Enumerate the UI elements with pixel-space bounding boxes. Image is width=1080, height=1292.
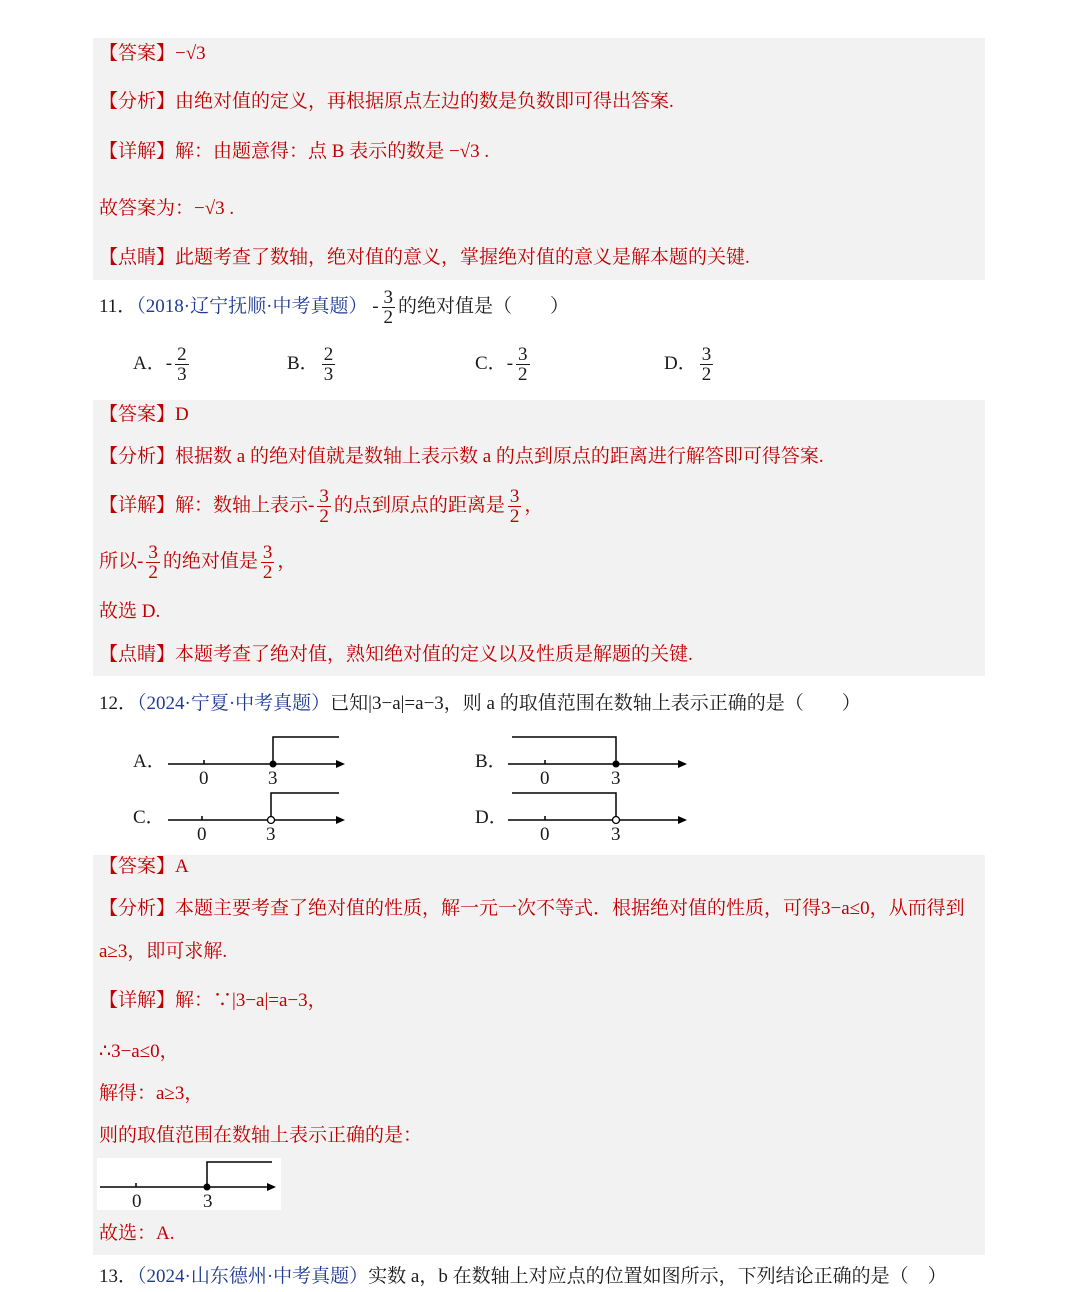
q11-analysis — [99, 445, 824, 469]
q11-so-fraction-2 — [261, 543, 275, 582]
q11-option-c-sign: - — [506, 353, 514, 374]
q11-choose: 故选 D. — [99, 601, 161, 622]
q11-option-d-label: D． — [664, 353, 697, 374]
q11-detail-den-1: 2 — [319, 506, 329, 528]
q11-so-den-1: 2 — [148, 562, 158, 584]
q11-so-fraction-1 — [146, 543, 160, 582]
q11-source: （2018·辽宁抚顺·中考真题） — [136, 296, 368, 317]
q12-b-three-label: 3 — [611, 768, 621, 789]
q11-answer-text: D — [175, 404, 189, 425]
q12-step1: ∴3−a≤0， — [99, 1041, 179, 1062]
q11-option-d-fraction — [700, 345, 714, 384]
q10-comment — [99, 246, 750, 270]
q10-answer — [99, 42, 206, 66]
q12-step3: 则的取值范围在数轴上表示正确的是： — [99, 1125, 423, 1146]
range-bracket — [273, 737, 339, 764]
q12-detail — [99, 989, 327, 1013]
q12-d-zero-label: 0 — [540, 824, 550, 845]
q12-option-a-label[interactable]: A． — [133, 751, 166, 772]
q11-detail-label: 【详解】 — [99, 495, 176, 516]
q11-detail-pre: 解：数轴上表示 — [175, 495, 309, 516]
q11-option-b-label: B． — [287, 353, 319, 374]
q10-detail — [99, 140, 489, 164]
q11-option-a-fraction — [175, 345, 189, 384]
q11-option-a-label: A． — [133, 353, 166, 374]
q12-analysis-cont: a≥3，即可求解. — [99, 941, 228, 962]
q10-comment-text: 此题考查了数轴，绝对值的意义，掌握绝对值的意义是解本题的关键. — [175, 247, 750, 268]
q11-detail — [99, 484, 543, 528]
q12-source: （2024·宁夏·中考真题） — [137, 693, 331, 714]
q11-so-post: ， — [277, 551, 297, 572]
q12-analysis — [99, 897, 965, 921]
q12-answer — [99, 855, 189, 879]
q11-so-num-1: 3 — [148, 542, 158, 564]
q11-option-c[interactable] — [475, 342, 533, 386]
q12-solution-zero-label: 0 — [132, 1191, 142, 1212]
axis-arrow-icon — [336, 760, 345, 768]
q11-option-a[interactable] — [133, 342, 192, 386]
q11-detail-den-2: 2 — [509, 506, 520, 528]
q13-number: 13． — [99, 1266, 138, 1287]
q10-analysis — [99, 90, 674, 114]
q13-source: （2024·山东德州·中考真题） — [137, 1266, 369, 1287]
q11-answer-label: 【答案】 — [99, 404, 176, 425]
q11-comment-label: 【点睛】 — [99, 644, 176, 665]
axis-arrow-icon — [267, 1183, 276, 1191]
axis-arrow-icon — [678, 760, 687, 768]
q11-detail-fraction-2 — [508, 487, 522, 526]
q12-option-a-numberline[interactable] — [165, 732, 350, 790]
q11-so-den-2: 2 — [262, 562, 273, 584]
q10-analysis-label: 【分析】 — [99, 91, 176, 112]
q11-analysis-text: 根据数 a 的绝对值就是数轴上表示数 a 的点到原点的距离进行解答即可得答案. — [175, 446, 824, 467]
q11-stem-num: 3 — [383, 287, 394, 309]
q10-analysis-text: 由绝对值的定义，再根据原点左边的数是负数即可得出答案. — [175, 91, 674, 112]
q12-stem — [99, 692, 861, 716]
q11-so-sign: - — [137, 551, 144, 572]
q11-option-d-num: 3 — [701, 344, 712, 366]
q12-d-three-label: 3 — [611, 824, 621, 845]
q10-answer-label: 【答案】 — [99, 43, 176, 64]
q11-so — [99, 540, 296, 584]
q11-detail-mid: 的点到原点的距离是 — [333, 495, 505, 516]
q11-answer — [99, 403, 189, 427]
q11-option-b-num: 2 — [323, 344, 334, 366]
q11-so-pre: 所以 — [99, 551, 138, 572]
q12-option-b-label[interactable]: B． — [475, 751, 507, 772]
q12-option-b-numberline[interactable] — [505, 732, 695, 790]
range-bracket — [512, 793, 616, 816]
q11-number: 11． — [99, 296, 137, 317]
q12-solution-three-label: 3 — [203, 1191, 213, 1212]
q12-option-d-numberline[interactable] — [505, 788, 695, 846]
q11-comment-text: 本题考查了绝对值，熟知绝对值的定义以及性质是解题的关键. — [175, 644, 693, 665]
q12-c-zero-label: 0 — [197, 824, 207, 845]
q12-detail-text: 解：∵|3−a|=a−3， — [175, 990, 327, 1011]
q10-conclusion: 故答案为：−√3 . — [99, 198, 235, 219]
q11-detail-num-1: 3 — [319, 486, 329, 508]
q11-analysis-label: 【分析】 — [99, 446, 176, 467]
q10-answer-text: −√3 — [175, 43, 206, 64]
q12-solution-numberline — [97, 1158, 282, 1210]
q11-option-c-label: C． — [475, 353, 507, 374]
q13-stem-text: 实数 a，b 在数轴上对应点的位置如图所示，下列结论正确的是（ ） — [368, 1266, 947, 1287]
q11-detail-sign: - — [308, 495, 315, 516]
q11-option-a-num: 2 — [177, 344, 187, 366]
range-bracket — [271, 793, 339, 816]
q11-detail-fraction-1 — [317, 487, 331, 526]
q11-stem-den: 2 — [383, 307, 394, 329]
q12-answer-text: A — [175, 856, 189, 877]
axis-arrow-icon — [336, 816, 345, 824]
q11-option-a-sign: - — [165, 353, 173, 374]
q10-detail-text: 解：由题意得：点 B 表示的数是 −√3 . — [175, 141, 490, 162]
range-bracket — [512, 737, 616, 764]
q12-option-c-label[interactable]: C． — [133, 807, 165, 828]
q11-option-b-den: 3 — [323, 364, 334, 386]
q12-stem-text: 已知|3−a|=a−3，则 a 的取值范围在数轴上表示正确的是（ ） — [330, 693, 861, 714]
q12-number: 12． — [99, 693, 138, 714]
q11-stem — [99, 285, 569, 329]
q11-so-mid: 的绝对值是 — [162, 551, 258, 572]
q12-analysis-text: 本题主要考查了绝对值的性质，解一元一次不等式．根据绝对值的性质，可得3−a≤0，从而得到 — [175, 898, 965, 919]
q12-a-zero-label: 0 — [199, 768, 209, 789]
q11-detail-post: ， — [524, 495, 544, 516]
q11-comment — [99, 643, 693, 667]
q12-c-three-label: 3 — [266, 824, 276, 845]
q12-b-zero-label: 0 — [540, 768, 550, 789]
q12-option-d-label[interactable]: D． — [475, 807, 508, 828]
q11-option-b-fraction — [322, 345, 336, 384]
q11-solution-box — [93, 400, 985, 676]
q12-choose: 故选：A. — [99, 1223, 175, 1244]
q11-stem-fraction — [382, 288, 396, 327]
q11-option-b[interactable] — [287, 342, 338, 386]
q12-step2: 解得：a≥3， — [99, 1083, 204, 1104]
q12-detail-label: 【详解】 — [99, 990, 176, 1011]
q11-option-d-den: 2 — [701, 364, 712, 386]
q13-stem — [99, 1265, 947, 1289]
q11-so-num-2: 3 — [262, 542, 273, 564]
q11-detail-num-2: 3 — [509, 486, 520, 508]
q11-option-c-fraction — [516, 345, 530, 384]
q10-comment-label: 【点睛】 — [99, 247, 176, 268]
q12-option-c-numberline[interactable] — [165, 788, 350, 846]
q11-option-c-num: 3 — [518, 344, 528, 366]
q11-stem-tail: 的绝对值是（ ） — [398, 296, 570, 317]
q11-option-c-den: 2 — [518, 364, 528, 386]
q11-stem-sign: - — [372, 296, 379, 317]
axis-arrow-icon — [678, 816, 687, 824]
range-bracket — [207, 1162, 272, 1187]
q12-a-three-label: 3 — [268, 768, 278, 789]
q12-analysis-label: 【分析】 — [99, 898, 176, 919]
q12-answer-label: 【答案】 — [99, 856, 176, 877]
q10-detail-label: 【详解】 — [99, 141, 176, 162]
q11-option-d[interactable] — [664, 342, 716, 386]
q11-option-a-den: 3 — [177, 364, 187, 386]
